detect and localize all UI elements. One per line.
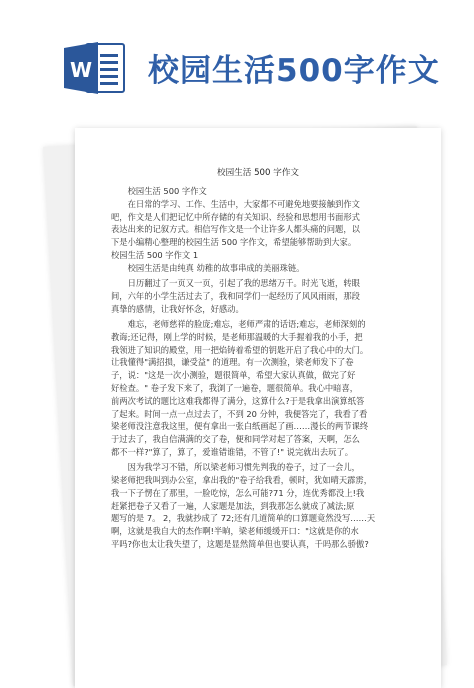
paragraph-line: 于过去了，我自信满满的交了卷，便和同学对起了答案，天啊，怎么 (111, 434, 360, 445)
paragraph-line: 吧，作文是人们把记忆中所存储的有关知识、经验和思想用书面形式 (111, 211, 360, 222)
document-body (111, 185, 411, 551)
paragraph-line: 平吗?你也太让我失望了，这题是显然简单但也要认真，千吗那么骄傲? (111, 539, 369, 550)
paragraph-line: 难忘，老师慈祥的脸庞;难忘，老师严肃的话语;难忘，老师深刻的 (127, 318, 366, 329)
paragraph-line: 在日常的学习、工作、生活中，大家都不可避免地要接触到作文 (127, 198, 360, 209)
paragraph-line: 梁老师把我叫到办公室，拿出我的"卷子给我看，顿时，犹如晴天霹雳， (111, 475, 373, 486)
paragraph-line: 校园生活是由纯真 幼稚的故事串成的美丽珠链。 (127, 262, 305, 273)
paragraph-line: 间，六年的小学生活过去了，我和同学们一起经历了风风雨雨，那段 (111, 290, 360, 301)
paragraph-line: 我领进了知识的殿堂，用一把焰铸着希望的钥匙开启了我心中的大门。 (111, 344, 369, 355)
word-icon-letter: W (69, 58, 93, 82)
paragraph-line: 前两次考试的题比这难我都得了满分，这算什么?于是我拿出演算纸答 (111, 395, 365, 406)
document-title: 校园生活 500 字作文 (216, 168, 300, 178)
banner-title: 校园生活500字作文 (148, 53, 440, 89)
section-heading: 校园生活 500 字作文 1 (111, 249, 199, 260)
paragraph-line: 教诲;还记得，刚上学的时候，是老师那温暖的大手握着我的小手，把 (111, 331, 363, 342)
paragraph-line: 题写的是 7。 2，我就抄成了 72;还有几道简单的口算题竟然没写……天 (111, 513, 376, 524)
paragraph-line: 子，说："这是一次小测验，题很简单，希望大家认真做，做完了好 (111, 370, 356, 381)
banner (0, 0, 474, 118)
paragraph-line: 让我懂得"满招损，谦受益" 的道理。有一次测验，梁老师发下了卷 (111, 357, 354, 368)
paragraph-line: 梁老师没注意我这里，便有拿出一张白纸画起了画……漫长的两节课终 (111, 421, 369, 432)
paragraph-line: 日历翻过了一页又一页，引起了我的思绪万千。时光飞逝，转眼 (127, 278, 360, 289)
paragraph-line: 下是小编精心整理的校园生活 500 字作文，希望能够帮助到大家。 (111, 237, 357, 248)
paragraph-line: 校园生活 500 字作文 (127, 186, 207, 196)
word-doc-icon (64, 40, 128, 96)
paragraph-line: 因为我学习不错，所以梁老师习惯先判我的卷子，过了一会儿， (127, 462, 360, 473)
document-page (75, 128, 441, 688)
paragraph-line: 都不一样?"算了，算了，爱谁错谁错，不管了!" 说完就出去玩了。 (111, 446, 354, 457)
paragraph-line: 真挚的感情，让我好怀念，好感动。 (111, 303, 244, 314)
paragraph-line: 我一下子愣在了那里，一脸吃惊，怎么可能?71 分，连优秀都没上!我 (111, 487, 365, 498)
paragraph-line: 好检查。" 卷子发下来了，我浏了一遍卷，题很简单。我心中暗喜， (111, 382, 359, 393)
paragraph-line: 表达出来的记叙方式。相信写作文是一个让许多人都头痛的问题，以 (111, 224, 360, 235)
paragraph-line: 赶紧把卷子又看了一遍，人家题是加法，到我那怎么就成了减法;原 (111, 500, 355, 511)
paragraph-line: 了起来。时间一点一点过去了，不到 20 分钟，我便答完了，我看了看 (111, 408, 368, 419)
paragraph-line: 啊，这就是我自大的杰作啊!半晌，梁老师缓缓开口："这就是你的水 (111, 526, 359, 537)
